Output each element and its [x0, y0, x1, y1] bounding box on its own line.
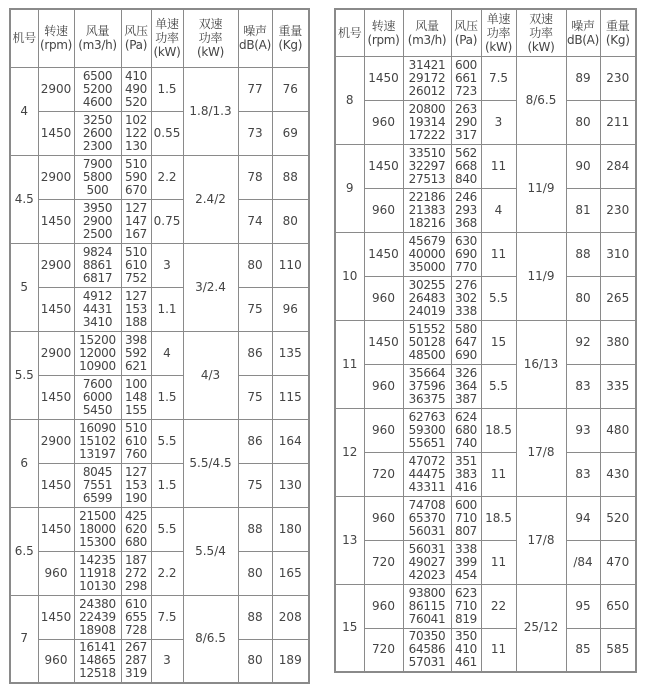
single-power-cell: 1.5	[151, 375, 183, 419]
single-power-cell: 1.5	[151, 463, 183, 507]
header-pressure: 风压 (Pa)	[121, 9, 151, 67]
pressure-cell: 510 590 670	[121, 155, 151, 199]
table-row	[335, 452, 636, 496]
weight-cell: 480	[600, 408, 636, 452]
table-row	[335, 628, 636, 672]
pressure-cell: 102 122 130	[121, 111, 151, 155]
noise-cell: 90	[566, 144, 600, 188]
noise-cell: 75	[238, 463, 272, 507]
noise-cell: 80	[566, 100, 600, 144]
pressure-cell: 338 399 454	[451, 540, 481, 584]
noise-cell: 89	[566, 56, 600, 100]
pressure-cell: 127 153 190	[121, 463, 151, 507]
table-row	[10, 243, 309, 287]
noise-cell: 73	[238, 111, 272, 155]
single-power-cell: 0.75	[151, 199, 183, 243]
header-single-power: 单速 功率 (kW)	[151, 9, 183, 67]
airflow-cell: 70350 64586 57031	[403, 628, 451, 672]
pressure-cell: 263 290 317	[451, 100, 481, 144]
header-model: 机号	[10, 9, 38, 67]
pressure-cell: 510 610 752	[121, 243, 151, 287]
single-power-cell: 1.1	[151, 287, 183, 331]
header-weight: 重量 (Kg)	[272, 9, 309, 67]
speed-cell: 720	[364, 452, 403, 496]
airflow-cell: 45679 40000 35000	[403, 232, 451, 276]
airflow-cell: 3950 2900 2500	[74, 199, 121, 243]
speed-cell: 1450	[38, 199, 74, 243]
model-cell: 9	[335, 144, 364, 232]
speed-cell: 1450	[364, 144, 403, 188]
pressure-cell: 276 302 338	[451, 276, 481, 320]
noise-cell: 83	[566, 452, 600, 496]
weight-cell: 130	[272, 463, 309, 507]
speed-cell: 960	[38, 551, 74, 595]
airflow-cell: 51552 50128 48500	[403, 320, 451, 364]
header-dual-power: 双速 功率 (kW)	[183, 9, 238, 67]
model-cell: 4	[10, 67, 38, 155]
table-row	[10, 551, 309, 595]
noise-cell: 85	[566, 628, 600, 672]
weight-cell: 470	[600, 540, 636, 584]
speed-cell: 960	[364, 100, 403, 144]
table-row	[335, 496, 636, 540]
weight-cell: 76	[272, 67, 309, 111]
speed-cell: 1450	[38, 287, 74, 331]
table-row	[10, 199, 309, 243]
speed-cell: 2900	[38, 419, 74, 463]
airflow-cell: 35664 37596 36375	[403, 364, 451, 408]
single-power-cell: 5.5	[481, 364, 516, 408]
noise-cell: 80	[566, 276, 600, 320]
dual-power-cell: 25/12	[516, 584, 566, 672]
airflow-cell: 20800 19314 17222	[403, 100, 451, 144]
table-body-left	[10, 67, 309, 683]
noise-cell: 88	[238, 507, 272, 551]
airflow-cell: 8045 7551 6599	[74, 463, 121, 507]
weight-cell: 69	[272, 111, 309, 155]
model-cell: 6	[10, 419, 38, 507]
weight-cell: 335	[600, 364, 636, 408]
noise-cell: 75	[238, 375, 272, 419]
table-row	[335, 56, 636, 100]
table-row	[335, 188, 636, 232]
speed-cell: 720	[364, 540, 403, 584]
noise-cell: 80	[238, 551, 272, 595]
weight-cell: 230	[600, 188, 636, 232]
speed-cell: 1450	[38, 111, 74, 155]
speed-cell: 2900	[38, 243, 74, 287]
model-cell: 12	[335, 408, 364, 496]
table-row	[10, 155, 309, 199]
speed-cell: 1450	[38, 595, 74, 639]
noise-cell: 86	[238, 419, 272, 463]
dual-power-cell: 8/6.5	[183, 595, 238, 683]
single-power-cell: 11	[481, 144, 516, 188]
weight-cell: 284	[600, 144, 636, 188]
pressure-cell: 100 148 155	[121, 375, 151, 419]
table-row	[10, 67, 309, 111]
speed-cell: 1450	[38, 463, 74, 507]
model-cell: 11	[335, 320, 364, 408]
speed-cell: 2900	[38, 155, 74, 199]
header-noise: 噪声 dB(A)	[566, 9, 600, 56]
pressure-cell: 246 293 368	[451, 188, 481, 232]
weight-cell: 230	[600, 56, 636, 100]
pressure-cell: 510 610 760	[121, 419, 151, 463]
header-airflow: 风量 (m3/h)	[403, 9, 451, 56]
airflow-cell: 31421 29172 26012	[403, 56, 451, 100]
speed-cell: 1450	[38, 375, 74, 419]
airflow-cell: 6500 5200 4600	[74, 67, 121, 111]
weight-cell: 96	[272, 287, 309, 331]
noise-cell: 93	[566, 408, 600, 452]
dual-power-cell: 11/9	[516, 144, 566, 232]
pressure-cell: 410 490 520	[121, 67, 151, 111]
header-row	[10, 9, 309, 67]
header-dual-power: 双速 功率 (kW)	[516, 9, 566, 56]
airflow-cell: 14235 11918 10130	[74, 551, 121, 595]
noise-cell: 88	[238, 595, 272, 639]
pressure-cell: 630 690 770	[451, 232, 481, 276]
table-row	[10, 419, 309, 463]
pressure-cell: 425 620 680	[121, 507, 151, 551]
speed-cell: 960	[364, 188, 403, 232]
model-cell: 13	[335, 496, 364, 584]
dual-power-cell: 3/2.4	[183, 243, 238, 331]
pressure-cell: 187 272 298	[121, 551, 151, 595]
pressure-cell: 351 383 416	[451, 452, 481, 496]
speed-cell: 2900	[38, 331, 74, 375]
table-row	[335, 584, 636, 628]
airflow-cell: 15200 12000 10900	[74, 331, 121, 375]
table-row	[335, 144, 636, 188]
model-cell: 10	[335, 232, 364, 320]
table-row	[10, 463, 309, 507]
pressure-cell: 350 410 461	[451, 628, 481, 672]
noise-cell: 78	[238, 155, 272, 199]
speed-cell: 960	[364, 276, 403, 320]
weight-cell: 520	[600, 496, 636, 540]
single-power-cell: 11	[481, 628, 516, 672]
single-power-cell: 18.5	[481, 496, 516, 540]
airflow-cell: 7900 5800 500	[74, 155, 121, 199]
weight-cell: 80	[272, 199, 309, 243]
noise-cell: 92	[566, 320, 600, 364]
single-power-cell: 5.5	[481, 276, 516, 320]
noise-cell: 88	[566, 232, 600, 276]
single-power-cell: 5.5	[151, 507, 183, 551]
table-row	[335, 100, 636, 144]
weight-cell: 208	[272, 595, 309, 639]
speed-cell: 720	[364, 628, 403, 672]
weight-cell: 265	[600, 276, 636, 320]
speed-cell: 960	[38, 639, 74, 683]
airflow-cell: 24380 22439 18908	[74, 595, 121, 639]
weight-cell: 180	[272, 507, 309, 551]
dual-power-cell: 17/8	[516, 496, 566, 584]
speed-cell: 1450	[364, 56, 403, 100]
single-power-cell: 3	[151, 639, 183, 683]
noise-cell: 81	[566, 188, 600, 232]
weight-cell: 164	[272, 419, 309, 463]
single-power-cell: 15	[481, 320, 516, 364]
table-row	[10, 595, 309, 639]
dual-power-cell: 5.5/4	[183, 507, 238, 595]
pressure-cell: 127 153 188	[121, 287, 151, 331]
model-cell: 5	[10, 243, 38, 331]
model-cell: 7	[10, 595, 38, 683]
pressure-cell: 600 710 807	[451, 496, 481, 540]
noise-cell: 94	[566, 496, 600, 540]
noise-cell: 86	[238, 331, 272, 375]
pressure-cell: 623 710 819	[451, 584, 481, 628]
speed-cell: 960	[364, 408, 403, 452]
single-power-cell: 4	[151, 331, 183, 375]
single-power-cell: 18.5	[481, 408, 516, 452]
table-row	[335, 320, 636, 364]
pressure-cell: 267 287 319	[121, 639, 151, 683]
dual-power-cell: 2.4/2	[183, 155, 238, 243]
single-power-cell: 11	[481, 232, 516, 276]
pressure-cell: 580 647 690	[451, 320, 481, 364]
single-power-cell: 11	[481, 452, 516, 496]
airflow-cell: 16141 14865 12518	[74, 639, 121, 683]
noise-cell: 74	[238, 199, 272, 243]
header-speed: 转速 (rpm)	[364, 9, 403, 56]
noise-cell: 75	[238, 287, 272, 331]
table-row	[10, 507, 309, 551]
single-power-cell: 22	[481, 584, 516, 628]
dual-power-cell: 1.8/1.3	[183, 67, 238, 155]
weight-cell: 135	[272, 331, 309, 375]
noise-cell: /84	[566, 540, 600, 584]
pressure-cell: 610 655 728	[121, 595, 151, 639]
header-row	[335, 9, 636, 56]
table-row	[335, 408, 636, 452]
spec-table-left	[9, 8, 310, 684]
weight-cell: 88	[272, 155, 309, 199]
dual-power-cell: 11/9	[516, 232, 566, 320]
single-power-cell: 1.5	[151, 67, 183, 111]
speed-cell: 1450	[38, 507, 74, 551]
airflow-cell: 16090 15102 13197	[74, 419, 121, 463]
model-cell: 6.5	[10, 507, 38, 595]
dual-power-cell: 4/3	[183, 331, 238, 419]
table-row	[335, 276, 636, 320]
dual-power-cell: 5.5/4.5	[183, 419, 238, 507]
header-single-power: 单速 功率 (kW)	[481, 9, 516, 56]
airflow-cell: 21500 18000 15300	[74, 507, 121, 551]
dual-power-cell: 16/13	[516, 320, 566, 408]
table-row	[10, 639, 309, 683]
table-row	[335, 232, 636, 276]
header-weight: 重量 (Kg)	[600, 9, 636, 56]
noise-cell: 95	[566, 584, 600, 628]
single-power-cell: 7.5	[481, 56, 516, 100]
table-row	[335, 364, 636, 408]
pressure-cell: 600 661 723	[451, 56, 481, 100]
noise-cell: 83	[566, 364, 600, 408]
airflow-cell: 3250 2600 2300	[74, 111, 121, 155]
model-cell: 4.5	[10, 155, 38, 243]
speed-cell: 960	[364, 496, 403, 540]
noise-cell: 80	[238, 243, 272, 287]
dual-power-cell: 8/6.5	[516, 56, 566, 144]
header-speed: 转速 (rpm)	[38, 9, 74, 67]
airflow-cell: 56031 49027 42023	[403, 540, 451, 584]
airflow-cell: 62763 59300 55651	[403, 408, 451, 452]
airflow-cell: 9824 8861 6817	[74, 243, 121, 287]
weight-cell: 110	[272, 243, 309, 287]
model-cell: 8	[335, 56, 364, 144]
table-row	[10, 287, 309, 331]
weight-cell: 585	[600, 628, 636, 672]
single-power-cell: 7.5	[151, 595, 183, 639]
spec-table-right	[334, 8, 637, 673]
table-row	[10, 375, 309, 419]
single-power-cell: 0.55	[151, 111, 183, 155]
dual-power-cell: 17/8	[516, 408, 566, 496]
pressure-cell: 127 147 167	[121, 199, 151, 243]
weight-cell: 650	[600, 584, 636, 628]
table-body-right	[335, 56, 636, 672]
pressure-cell: 624 680 740	[451, 408, 481, 452]
airflow-cell: 30255 26483 24019	[403, 276, 451, 320]
airflow-cell: 74708 65370 56031	[403, 496, 451, 540]
airflow-cell: 4912 4431 3410	[74, 287, 121, 331]
speed-cell: 960	[364, 364, 403, 408]
single-power-cell: 3	[151, 243, 183, 287]
noise-cell: 80	[238, 639, 272, 683]
single-power-cell: 4	[481, 188, 516, 232]
weight-cell: 430	[600, 452, 636, 496]
noise-cell: 77	[238, 67, 272, 111]
single-power-cell: 5.5	[151, 419, 183, 463]
pressure-cell: 562 668 840	[451, 144, 481, 188]
weight-cell: 380	[600, 320, 636, 364]
weight-cell: 211	[600, 100, 636, 144]
single-power-cell: 11	[481, 540, 516, 584]
airflow-cell: 47072 44475 43311	[403, 452, 451, 496]
speed-cell: 1450	[364, 320, 403, 364]
table-row	[335, 540, 636, 584]
model-cell: 5.5	[10, 331, 38, 419]
single-power-cell: 2.2	[151, 155, 183, 199]
weight-cell: 189	[272, 639, 309, 683]
header-model: 机号	[335, 9, 364, 56]
header-pressure: 风压 (Pa)	[451, 9, 481, 56]
weight-cell: 115	[272, 375, 309, 419]
speed-cell: 1450	[364, 232, 403, 276]
pressure-cell: 326 364 387	[451, 364, 481, 408]
speed-cell: 960	[364, 584, 403, 628]
model-cell: 15	[335, 584, 364, 672]
single-power-cell: 2.2	[151, 551, 183, 595]
header-airflow: 风量 (m3/h)	[74, 9, 121, 67]
single-power-cell: 3	[481, 100, 516, 144]
weight-cell: 165	[272, 551, 309, 595]
airflow-cell: 7600 6000 5450	[74, 375, 121, 419]
table-row	[10, 111, 309, 155]
table-row	[10, 331, 309, 375]
header-noise: 噪声 dB(A)	[238, 9, 272, 67]
speed-cell: 2900	[38, 67, 74, 111]
airflow-cell: 33510 32297 27513	[403, 144, 451, 188]
airflow-cell: 93800 86115 76041	[403, 584, 451, 628]
airflow-cell: 22186 21383 18216	[403, 188, 451, 232]
weight-cell: 310	[600, 232, 636, 276]
pressure-cell: 398 592 621	[121, 331, 151, 375]
